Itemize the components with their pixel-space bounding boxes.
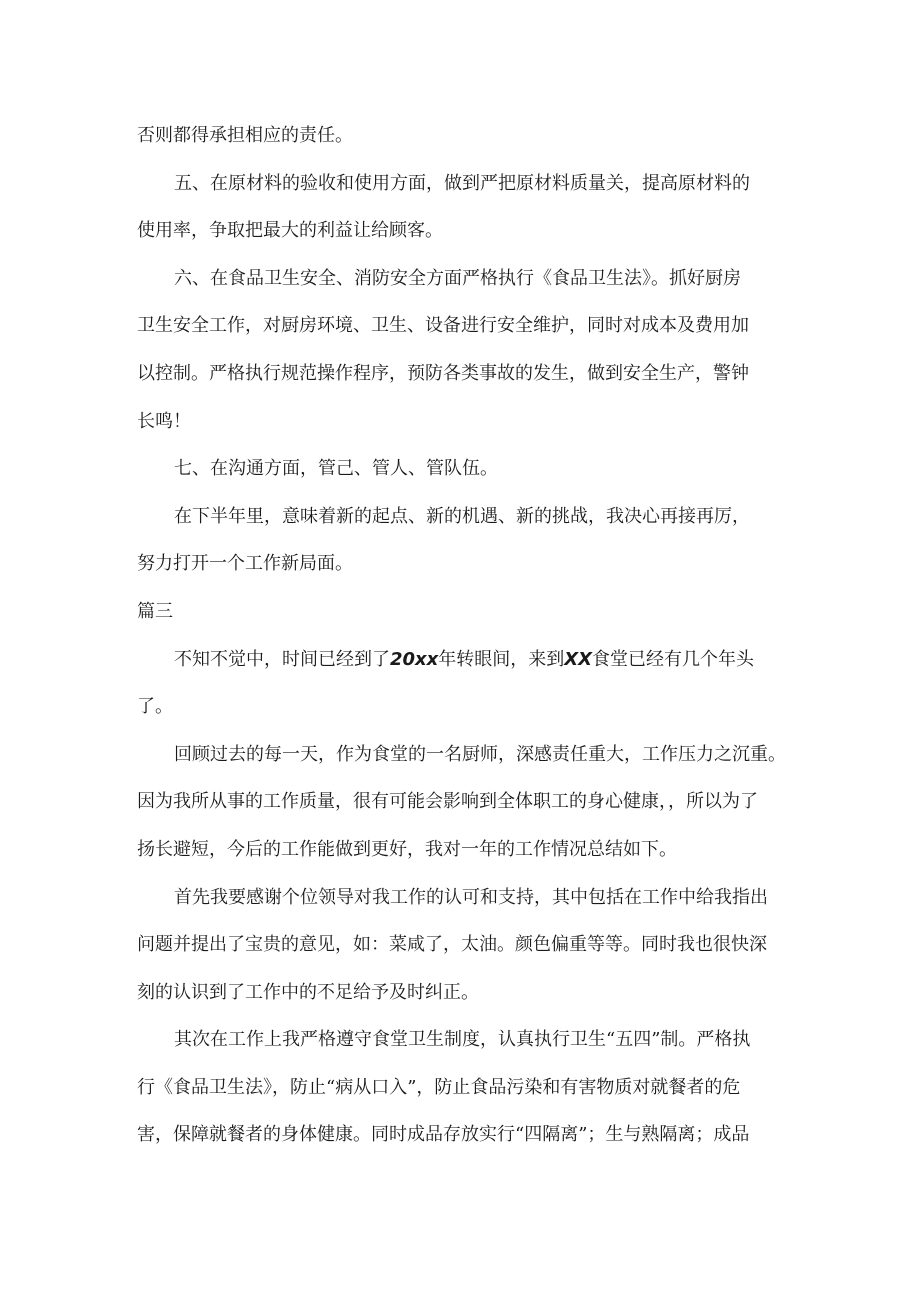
paragraph-continuation — [137, 112, 783, 160]
text-line: 首先我要感谢个位领导对我工作的认可和支持，其中包括在工作中给我指出 — [174, 886, 768, 908]
text-line: 回顾过去的每一天，作为食堂的一名厨师，深感责任重大，工作压力之沉重。 — [174, 743, 786, 765]
text-line: 因为我所从事的工作质量，很有可能会影响到全体职工的身心健康，，所以为了 — [137, 791, 758, 813]
text-line: 五、在原材料的验收和使用方面，做到严把原材料质量关，提高原材料的 — [174, 172, 750, 194]
text-segment: 不知不觉中，时间已经到了 — [174, 648, 390, 670]
paragraph-second-half-year — [137, 493, 783, 588]
paragraph-item-6 — [137, 255, 783, 445]
text-line: 七、在沟通方面，管己、管人、管队伍。 — [174, 458, 498, 480]
paragraph-review — [137, 731, 786, 874]
text-line: 六、在食品卫生安全、消防安全方面严格执行《食品卫生法》。抓好厨房 — [174, 267, 741, 289]
paragraph-hygiene — [137, 1016, 783, 1159]
document-body — [137, 112, 786, 1159]
year-text: 20xx — [390, 648, 439, 670]
text-line — [137, 636, 783, 684]
paragraph-intro — [137, 636, 783, 731]
section-title — [137, 588, 783, 636]
text-line: 其次在工作上我严格遵守食堂卫生制度，认真执行卫生“五四”制。严格执 — [174, 1029, 751, 1051]
paragraph-item-7 — [137, 445, 783, 493]
text-line: 刻的认识到了工作中的不足给予及时纠正。 — [137, 981, 479, 1003]
paragraph-item-5 — [137, 160, 783, 255]
text-line: 了。 — [137, 696, 173, 718]
text-line: 扬长避短，今后的工作能做到更好，我对一年的工作情况总结如下。 — [137, 838, 677, 860]
text-line: 行《食品卫生法》，防止“病从口入”，防止食品污染和有害物质对就餐者的危 — [137, 1076, 741, 1098]
text-line: 努力打开一个工作新局面。 — [137, 553, 353, 575]
text-line: 长鸣！ — [137, 410, 191, 432]
text-line: 以控制。严格执行规范操作程序，预防各类事故的发生，做到安全生产，警钟 — [137, 362, 749, 384]
text-line: 在下半年里，意味着新的起点、新的机遇、新的挑战，我决心再接再厉， — [174, 505, 750, 527]
text-line: 卫生安全工作，对厨房环境、卫生、设备进行安全维护，同时对成本及费用加 — [137, 315, 749, 337]
text-line: 使用率，争取把最大的利益让给顾客。 — [137, 220, 443, 242]
text-segment: 年转眼间，来到 — [438, 648, 565, 670]
section-title-text: 篇三 — [137, 600, 173, 622]
text-line: 问题并提出了宝贵的意见，如：菜咸了，太油。颜色偏重等等。同时我也很快深 — [137, 934, 767, 956]
placeholder-name-text: XX — [564, 648, 593, 670]
paragraph-thanks — [137, 874, 783, 1017]
text-line: 害，保障就餐者的身体健康。同时成品存放实行“四隔离”；生与熟隔离；成品 — [137, 1124, 750, 1146]
text-line: 否则都得承担相应的责任。 — [137, 125, 353, 146]
text-segment: 食堂已经有几个年头 — [592, 648, 755, 670]
